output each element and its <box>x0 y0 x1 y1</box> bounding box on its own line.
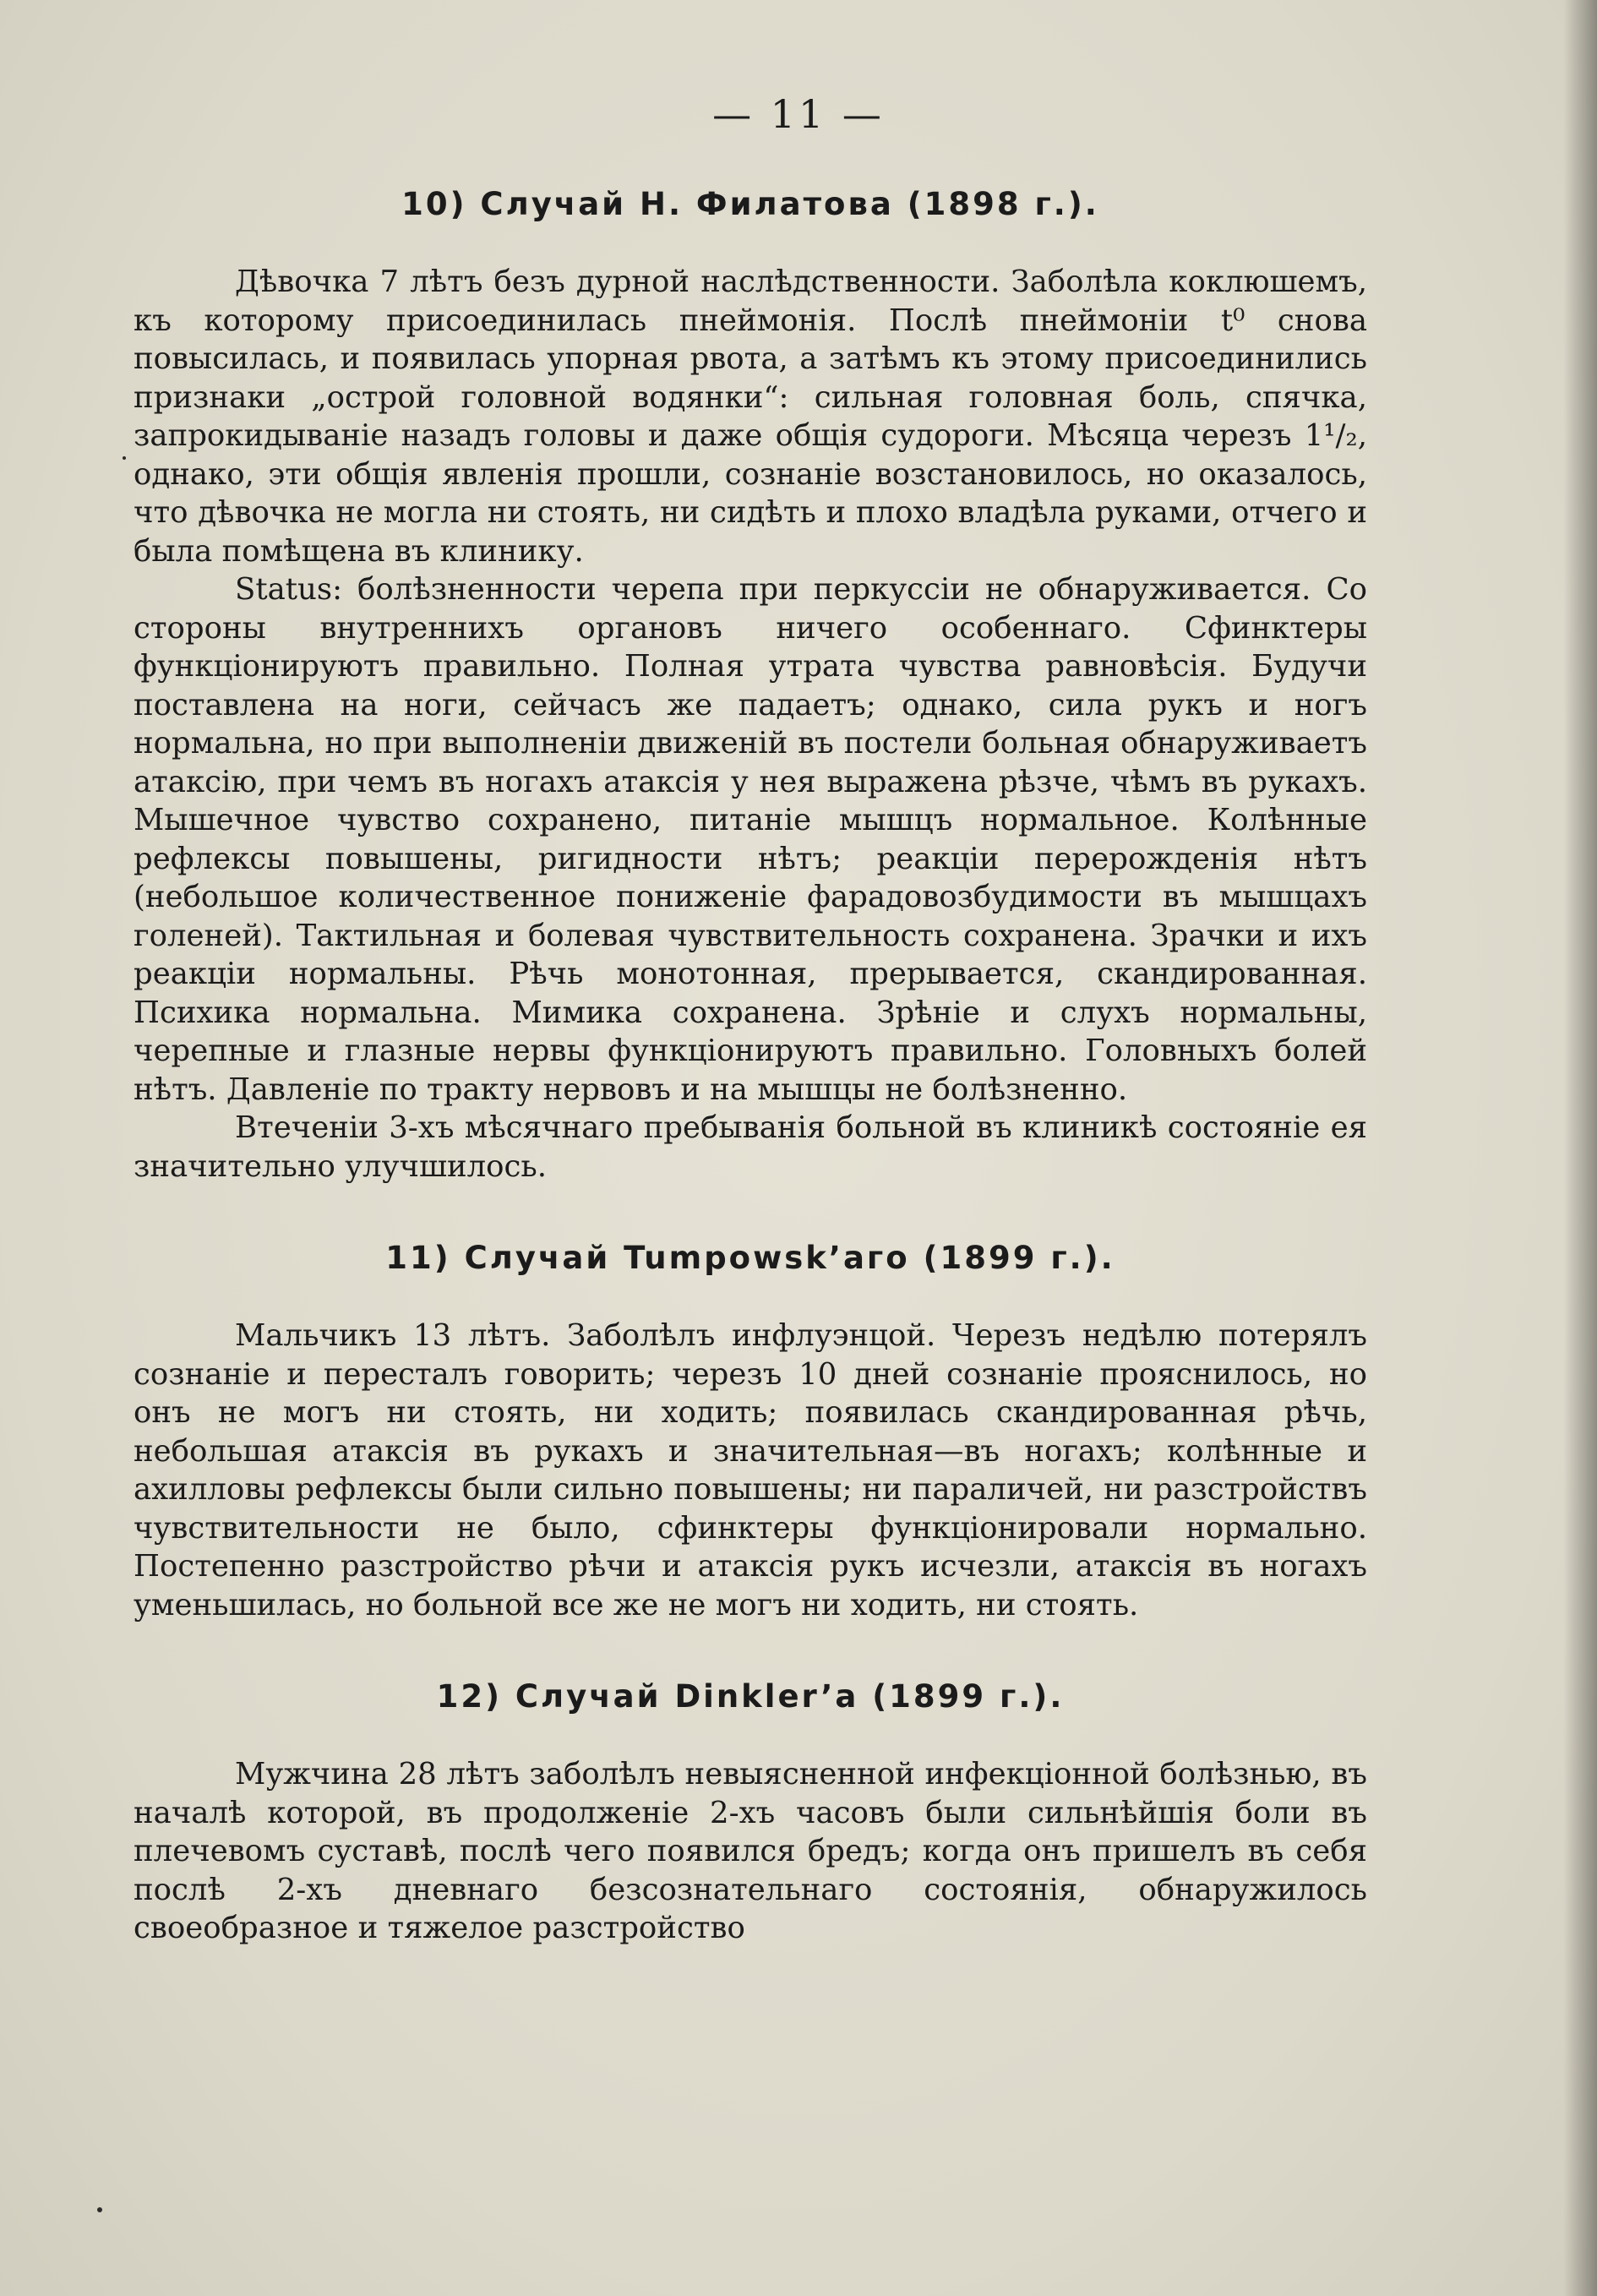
print-speck <box>97 2207 102 2212</box>
case-section-10 <box>134 186 1367 1186</box>
print-speck <box>123 456 126 460</box>
page-number: — 11 — <box>712 91 885 137</box>
section-title: 10) Случай Н. Филатова (1898 г.). <box>401 186 1099 222</box>
case-section-11 <box>134 1240 1367 1624</box>
section-title: 11) Случай Tumpowsk’аго (1899 г.). <box>385 1240 1115 1276</box>
paragraph: Мужчина 28 лѣтъ заболѣлъ невыясненной инфекціонной болѣзнью, въ началѣ которой, въ продолженіе 2-хъ часовъ были сильнѣйшія боли въ плечевомъ суставѣ, послѣ чего появился бредъ; когда онъ пришелъ въ себя послѣ 2-хъ дневнаго безсознательнаго состоянія, обнаружилось своеобразное и тяжелое разстройство <box>134 1757 1367 1945</box>
paragraph: Мальчикъ 13 лѣтъ. Заболѣлъ инфлуэнцой. Черезъ недѣлю потерялъ сознаніе и пересталъ говорить; черезъ 10 дней сознаніе прояснилось, но онъ не могъ ни стоять, ни ходить; появилась скандированная рѣчь, небольшая атаксія въ рукахъ и значительная—въ ногахъ; колѣнные и ахилловы рефлексы были сильно повышены; ни параличей, ни разстройствъ чувствительности не было, сфинктеры функціонировали нормально. Постепенно разстройство рѣчи и атаксія рукъ исчезли, атаксія въ ногахъ уменьшилась, но больной все же не могъ ни ходить, ни стоять. <box>134 1318 1367 1622</box>
page-edge-shadow <box>1563 0 1597 2296</box>
paragraph: Дѣвочка 7 лѣтъ безъ дурной наслѣдственности. Заболѣла коклюшемъ, къ которому присоединилась пнеймонія. Послѣ пнеймоніи t⁰ снова повысилась, и появилась упорная рвота, а затѣмъ къ этому присоединились признаки „острой головной водянки“: сильная головная боль, спячка, запрокидываніе назадъ головы и даже общія судороги. Мѣсяца черезъ 1¹/₂, однако, эти общія явленія прошли, сознаніе возстановилось, но оказалось, что дѣвочка не могла ни стоять, ни сидѣть и плохо владѣла руками, отчего и была помѣщена въ клинику. <box>134 265 1367 569</box>
page-body <box>134 186 1367 1948</box>
paragraph: Втеченіи 3-хъ мѣсячнаго пребыванія больной въ клиникѣ состояніе ея значительно улучшилось. <box>134 1110 1367 1184</box>
paragraph: Status: болѣзненности черепа при перкуссіи не обнаруживается. Со стороны внутреннихъ органовъ ничего особеннаго. Сфинктеры функціонируютъ правильно. Полная утрата чувства равновѣсія. Будучи поставлена на ноги, сейчасъ же падаетъ; однако, сила рукъ и ногъ нормальна, но при выполненіи движеній въ постели больная обнаруживаетъ атаксію, при чемъ въ ногахъ атаксія у нея выражена рѣзче, чѣмъ въ рукахъ. Мышечное чувство сохранено, питаніе мышцъ нормальное. Колѣнные рефлексы повышены, ригидности нѣтъ; реакціи перерожденія нѣтъ (небольшое количественное пониженіе фарадовозбудимости въ мышцахъ голеней). Тактильная и болевая чувствительность сохранена. Зрачки и ихъ реакціи нормальны. Рѣчь монотонная, прерывается, скандированная. Психика нормальна. Мимика сохранена. Зрѣніе и слухъ нормальны, черепные и глазные нервы функціонируютъ правильно. Головныхъ болей нѣтъ. Давленіе по тракту нервовъ и на мышцы не болѣзненно. <box>134 572 1367 1107</box>
case-section-12 <box>134 1678 1367 1948</box>
section-title: 12) Случай Dinkler’а (1899 г.). <box>436 1678 1065 1715</box>
